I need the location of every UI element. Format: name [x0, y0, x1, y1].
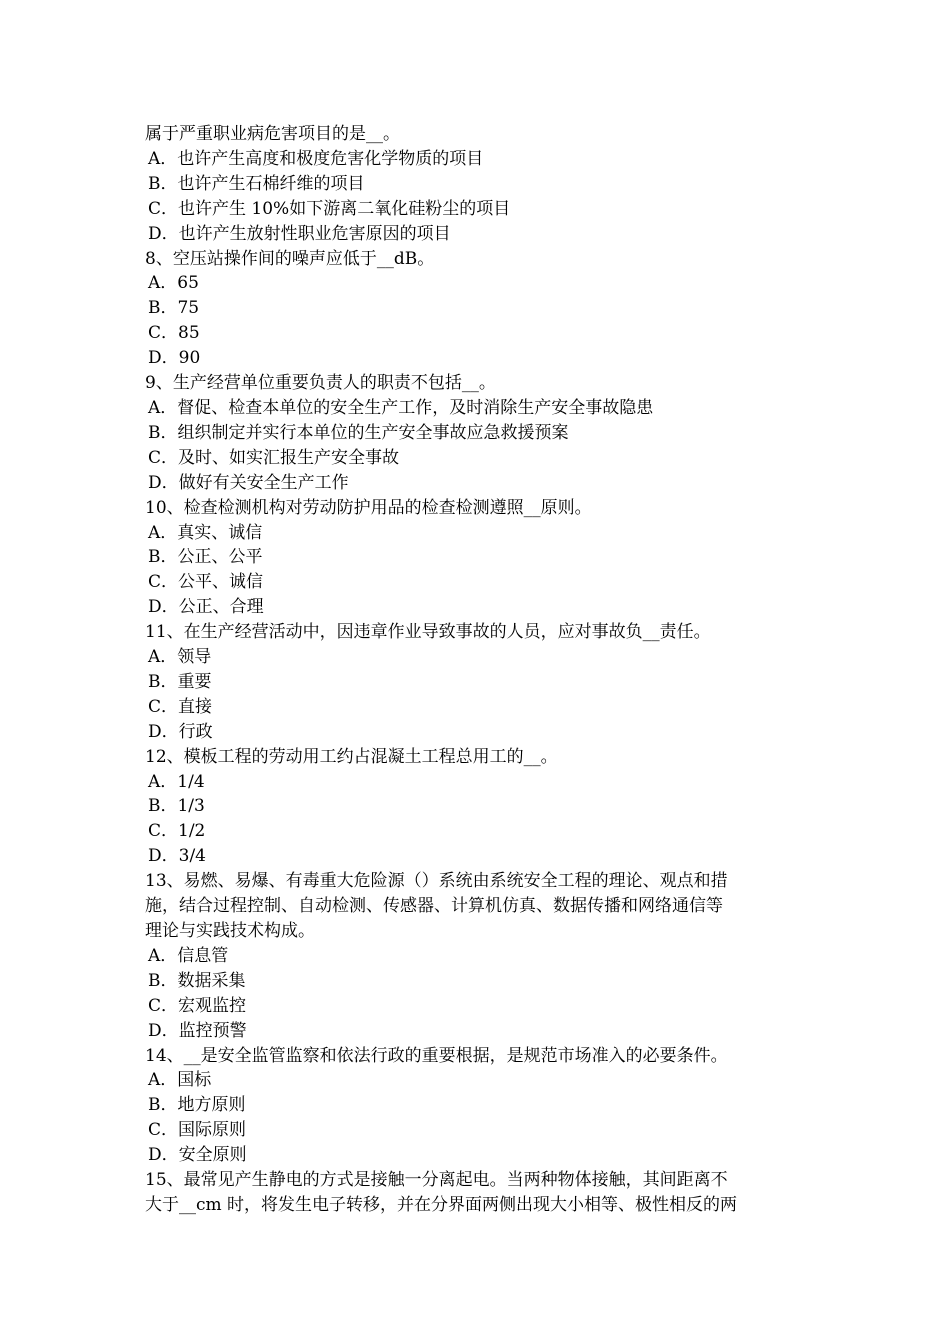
option-a: A．国标 [148, 1070, 212, 1091]
question-9: 9、生产经营单位重要负责人的职责不包括__。 [145, 373, 496, 394]
option-d: D．行政 [148, 721, 213, 742]
question-13-line-1: 13、易燃、易爆、有毒重大危险源（）系统由系统安全工程的理论、观点和措 [145, 871, 728, 892]
question-10: 10、检查检测机构对劳动防护用品的检查检测遵照__原则。 [145, 497, 592, 518]
option-d: D．公正、合理 [148, 597, 264, 618]
question-14: 14、__是安全监管监察和依法行政的重要根据，是规范市场准入的必要条件。 [145, 1045, 728, 1066]
question-15-line-2: 大于__cm 时，将发生电子转移，并在分界面两侧出现大小相等、极性相反的两 [145, 1194, 738, 1215]
option-a: A．65 [148, 273, 199, 294]
question-13-line-2: 施，结合过程控制、自动检测、传感器、计算机仿真、数据传播和网络通信等 [145, 896, 723, 917]
option-c: C．及时、如实汇报生产安全事故 [148, 447, 400, 468]
option-b: B．地方原则 [148, 1095, 246, 1116]
option-a: A．督促、检查本单位的安全生产工作，及时消除生产安全事故隐患 [148, 397, 654, 418]
option-c: C．1/2 [148, 821, 206, 842]
question-8: 8、空压站操作间的噪声应低于__dB。 [145, 248, 435, 269]
question-13-line-3: 理论与实践技术构成。 [145, 921, 315, 941]
option-b: B．1/3 [148, 796, 205, 817]
option-b: B．数据采集 [148, 970, 246, 991]
option-d: D．3/4 [148, 846, 206, 867]
document-page [145, 122, 810, 1218]
option-b: B．重要 [148, 671, 212, 692]
option-b: B．也许产生石棉纤维的项目 [148, 173, 365, 194]
option-d: D．90 [148, 348, 201, 369]
option-c: C．国际原则 [148, 1120, 247, 1141]
option-c: C．公平、诚信 [148, 572, 264, 593]
option-a: A．真实、诚信 [148, 522, 263, 543]
option-a: A．1/4 [148, 771, 205, 792]
option-c: C．也许产生 10%如下游离二氧化硅粉尘的项目 [148, 198, 511, 219]
option-d: D．监控预警 [148, 1020, 247, 1041]
option-c: C．85 [148, 323, 200, 344]
option-d: D．做好有关安全生产工作 [148, 472, 349, 493]
option-b: B．公正、公平 [148, 547, 263, 568]
option-d: D．也许产生放射性职业危害原因的项目 [148, 223, 451, 244]
option-d: D．安全原则 [148, 1145, 247, 1166]
option-c: C．宏观监控 [148, 995, 247, 1016]
option-a: A．也许产生高度和极度危害化学物质的项目 [148, 148, 484, 169]
option-a: A．领导 [148, 647, 212, 668]
question-text: 属于严重职业病危害项目的是__。 [145, 124, 400, 144]
option-b: B．组织制定并实行本单位的生产安全事故应急救援预案 [148, 422, 569, 443]
option-b: B．75 [148, 298, 200, 319]
question-15-line-1: 15、最常见产生静电的方式是接触一分离起电。当两种物体接触，其间距离不 [145, 1170, 728, 1191]
question-12: 12、模板工程的劳动用工约占混凝土工程总用工的__。 [145, 746, 558, 767]
option-a: A．信息管 [148, 945, 229, 966]
option-c: C．直接 [148, 696, 213, 717]
question-11: 11、在生产经营活动中，因违章作业导致事故的人员，应对事故负__责任。 [145, 622, 711, 643]
